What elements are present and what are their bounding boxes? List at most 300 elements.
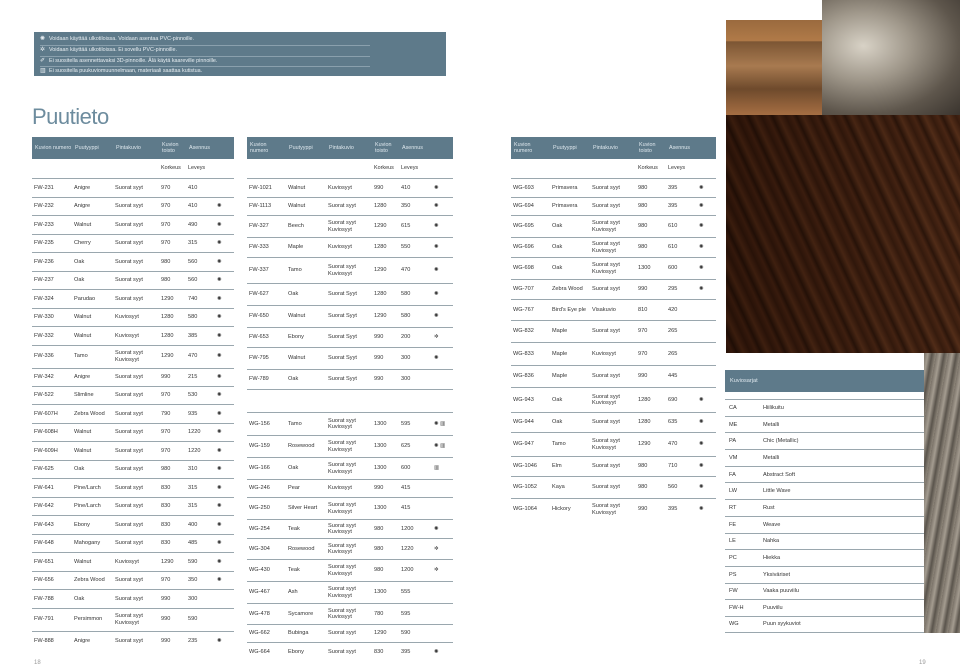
cell-code: WG-707 — [513, 286, 534, 293]
cell-height: 970 — [161, 577, 171, 583]
table-row — [511, 237, 716, 257]
cell-width: 690 — [668, 396, 678, 403]
cell-width: 300 — [401, 376, 411, 383]
cell-pattern: Suorat syyt — [592, 419, 620, 426]
cell-pattern: Suorat syyt Kuviosyyt — [592, 262, 620, 275]
header-wood: Puutyyppi — [553, 145, 577, 151]
cell-code: FW-656 — [34, 577, 54, 583]
table-row — [247, 389, 453, 412]
cell-pattern: Kuviosyyt — [328, 184, 352, 191]
install-icon: ✺ — [217, 392, 222, 398]
cell-wood: Elm — [552, 463, 562, 470]
header-size: Kuvion toisto — [375, 142, 392, 154]
cell-height: 830 — [161, 484, 171, 491]
cell-pattern: Suorat syyt Kuviosyyt — [328, 607, 356, 620]
table-row — [32, 345, 234, 368]
cell-height: 970 — [638, 350, 648, 357]
install-icon: ✺ — [217, 466, 222, 472]
cell-code: WG-836 — [513, 373, 534, 380]
cell-pattern: Suorat syyt — [115, 184, 143, 191]
install-icon: ✺ — [699, 484, 704, 491]
cell-code: WG-698 — [513, 265, 534, 272]
cell-code: WG-662 — [249, 630, 270, 637]
cell-height: 1280 — [638, 419, 651, 426]
cell-pattern: Suorat syyt — [115, 410, 143, 417]
install-icon: ✺ — [434, 648, 439, 655]
install-icon: ✺ — [217, 577, 222, 583]
table-row — [511, 342, 716, 365]
cell-pattern: Suorat syyt — [328, 203, 356, 209]
kuviosarja-code: PA — [729, 438, 737, 445]
cell-height: 1300 — [374, 589, 387, 596]
cell-pattern: Suorat syyt — [115, 258, 143, 265]
cell-width: 600 — [668, 265, 678, 272]
cell-pattern: Suorat Syyt — [328, 355, 357, 362]
table-row — [511, 476, 716, 498]
subheader-height: Korkeus — [161, 165, 181, 171]
cell-width: 300 — [401, 355, 411, 362]
kuviosarja-name: Metalli — [763, 454, 780, 461]
cell-width: 395 — [668, 203, 678, 209]
kuviosarja-row — [725, 516, 924, 533]
table-row — [247, 519, 453, 538]
cell-width: 590 — [401, 630, 411, 637]
cell-wood: Anigre — [74, 637, 91, 644]
cell-code: WG-767 — [513, 306, 534, 313]
cell-wood: Walnut — [74, 447, 92, 454]
install-icon: ✲ — [434, 567, 439, 574]
table-row — [32, 515, 234, 534]
table-row — [32, 308, 234, 327]
install-icon: ✺ — [699, 244, 704, 251]
cell-code: FW-237 — [34, 277, 54, 283]
cell-wood: Zebra Wood — [74, 410, 105, 417]
cell-wood: Anigre — [74, 373, 91, 380]
table-header — [511, 137, 716, 159]
install-icon: ✺ ▥ — [434, 420, 446, 427]
cell-wood: Maple — [288, 244, 304, 251]
cell-pattern: Suorat syyt — [115, 540, 143, 546]
install-icon: ✺ — [217, 295, 222, 302]
cell-wood: Mahogany — [74, 540, 101, 546]
cell-code: WG-693 — [513, 184, 534, 191]
kuviosarja-name: Chic (Metallic) — [763, 438, 799, 445]
table-row — [32, 271, 234, 290]
header-code: Kuvion numero — [514, 142, 533, 154]
cell-wood: Cherry — [74, 240, 91, 246]
kuviosarja-code: PC — [729, 555, 737, 562]
cell-height: 980 — [374, 545, 384, 552]
table-row — [247, 257, 453, 283]
cell-wood: Walnut — [74, 429, 92, 435]
cell-code: FW-327 — [249, 223, 269, 230]
cell-height: 990 — [161, 637, 171, 644]
cell-code: FW-342 — [34, 373, 54, 380]
cell-wood: Walnut — [288, 355, 306, 362]
kuviosarja-code: WG — [729, 621, 739, 628]
cell-width: 350 — [401, 203, 411, 209]
kuviosarja-name: Rust — [763, 504, 775, 511]
cell-height: 990 — [638, 286, 648, 293]
install-icon: ✺ — [217, 447, 222, 454]
cell-wood: Oak — [552, 419, 563, 426]
cell-pattern: Suorat syyt — [115, 447, 143, 454]
cell-pattern: Suorat syyt Kuviosyyt — [328, 264, 356, 277]
table-row — [32, 460, 234, 479]
cell-pattern: Kuviosyyt — [328, 244, 352, 251]
cell-code: WG-1046 — [513, 463, 537, 470]
cell-width: 595 — [401, 420, 411, 427]
cell-width: 295 — [668, 286, 678, 293]
kuviosarja-code: LE — [729, 538, 736, 545]
cell-width: 410 — [188, 184, 198, 191]
cell-pattern: Visakuvio — [592, 306, 616, 313]
cell-wood: Kaya — [552, 484, 565, 491]
install-icon: ✺ — [217, 277, 222, 283]
cell-pattern: Suorat syyt — [592, 184, 620, 191]
install-icon: ▥ — [434, 465, 440, 472]
install-icon: ✺ — [217, 258, 222, 265]
table-row — [247, 603, 453, 624]
table-subheader — [32, 159, 234, 171]
cell-wood: Rosewood — [288, 545, 315, 552]
cell-width: 580 — [188, 314, 198, 320]
cell-wood: Tamo — [74, 353, 88, 360]
cell-code: WG-478 — [249, 610, 270, 617]
table-row — [32, 326, 234, 345]
table-row — [32, 552, 234, 571]
cell-height: 970 — [161, 240, 171, 246]
cell-code: WG-166 — [249, 465, 270, 472]
cell-code: FW-231 — [34, 184, 54, 191]
install-icon: ✺ — [434, 355, 439, 362]
cell-wood: Primavera — [552, 203, 578, 209]
cell-code: WG-696 — [513, 244, 534, 251]
cell-wood: Bubinga — [288, 630, 309, 637]
cell-height: 1280 — [161, 314, 174, 320]
header-size: Kuvion toisto — [639, 142, 656, 154]
grain-icon: ▥ — [40, 68, 46, 75]
cell-wood: Primavera — [552, 184, 578, 191]
cell-code: FW-233 — [34, 221, 54, 228]
install-icon: ✺ — [434, 184, 439, 191]
cell-pattern: Kuviosyyt — [328, 485, 352, 492]
cell-pattern: Suorat syyt Kuviosyyt — [592, 220, 620, 233]
cell-height: 990 — [374, 334, 384, 341]
install-icon: ✺ — [217, 240, 222, 246]
sun-outline-icon: ✲ — [40, 46, 46, 53]
cell-width: 610 — [668, 244, 678, 251]
cell-width: 740 — [188, 295, 198, 302]
cell-height: 1300 — [374, 465, 387, 472]
cell-height: 1290 — [161, 558, 174, 565]
install-icon: ✺ — [434, 291, 439, 298]
cell-code: FW-337 — [249, 267, 269, 274]
cell-pattern: Suorat syyt — [115, 637, 143, 644]
cell-code: WG-1064 — [513, 506, 537, 513]
cell-code: FW-650 — [249, 313, 269, 320]
cell-height: 970 — [161, 203, 171, 209]
subheader-width: Leveys — [668, 165, 686, 171]
install-icon: ✺ — [217, 314, 222, 320]
cell-height: 970 — [161, 429, 171, 435]
cell-wood: Parudao — [74, 295, 96, 302]
table-row — [511, 498, 716, 520]
table-row — [247, 215, 453, 237]
install-icon: ✺ — [217, 484, 222, 491]
cell-wood: Oak — [552, 223, 563, 230]
cell-wood: Oak — [552, 396, 563, 403]
cell-pattern: Suorat syyt Kuviosyyt — [592, 438, 620, 451]
cell-pattern: Suorat syyt — [115, 277, 143, 283]
cell-code: FW-332 — [34, 332, 54, 339]
kuviosarja-name: Yksiväriset — [763, 571, 791, 578]
install-icon: ✺ — [434, 525, 439, 532]
cell-width: 560 — [188, 277, 198, 283]
cell-wood: Oak — [74, 595, 85, 602]
table-row — [32, 608, 234, 631]
table-row — [32, 386, 234, 405]
cell-pattern: Suorat syyt — [115, 240, 143, 246]
kuviosarja-code: LW — [729, 488, 737, 495]
cell-wood: Walnut — [74, 221, 92, 228]
table-row — [32, 589, 234, 608]
bark-photo — [924, 353, 960, 633]
cell-code: FW-235 — [34, 240, 54, 246]
cell-width: 490 — [188, 221, 198, 228]
cell-width: 415 — [401, 485, 411, 492]
cell-code: FW-607H — [34, 410, 58, 417]
page-title: Puutieto — [32, 104, 109, 129]
cell-height: 980 — [161, 277, 171, 283]
cell-code: FW-324 — [34, 295, 54, 302]
install-icon: ✺ — [699, 441, 704, 448]
cell-wood: Teak — [288, 567, 300, 574]
cell-pattern: Suorat syyt — [115, 392, 143, 398]
cell-pattern: Suorat syyt — [115, 295, 143, 302]
table-row — [511, 456, 716, 476]
cell-code: FW-641 — [34, 484, 54, 491]
cell-width: 265 — [668, 350, 678, 357]
kuviosarja-code: FE — [729, 521, 737, 528]
cell-wood: Zebra Wood — [74, 577, 105, 583]
page-number-right: 19 — [919, 660, 926, 666]
cell-wood: Bird's Eye ple — [552, 306, 587, 313]
cell-wood: Walnut — [288, 203, 306, 209]
cell-wood: Oak — [552, 265, 563, 272]
table-row — [511, 432, 716, 456]
cell-wood: Zebra Wood — [552, 286, 583, 293]
cell-wood: Hickory — [552, 506, 571, 513]
cell-wood: Anigre — [74, 184, 91, 191]
cell-wood: Persimmon — [74, 616, 103, 623]
cell-width: 600 — [401, 465, 411, 472]
table-row — [511, 279, 716, 299]
wood-table-2 — [247, 137, 453, 661]
stone-photo — [822, 0, 960, 115]
cell-wood: Walnut — [288, 313, 306, 320]
table-row — [247, 197, 453, 216]
page-number-left: 18 — [34, 660, 41, 666]
cell-width: 420 — [668, 306, 678, 313]
header-pattern: Pintakuvio — [116, 145, 141, 151]
cell-width: 470 — [668, 441, 678, 448]
install-icon: ✺ — [699, 419, 704, 426]
cell-height: 1290 — [161, 295, 174, 302]
kuviosarja-name: Hiilikuitu — [763, 404, 784, 411]
header-size: Kuvion toisto — [162, 142, 179, 154]
table-row — [32, 197, 234, 216]
legend-text: Voidaan käyttää ulkotiloissa. Ei sovellu PVC-pinnoille. — [49, 46, 177, 53]
table-row — [32, 631, 234, 651]
cell-code: FW-522 — [34, 392, 54, 398]
cell-width: 560 — [188, 258, 198, 265]
cell-pattern: Suorat syyt Kuviosyyt — [592, 241, 620, 254]
cell-height: 830 — [161, 503, 171, 509]
cell-code: WG-832 — [513, 328, 534, 335]
cell-wood: Oak — [74, 277, 85, 283]
cell-code: FW-791 — [34, 616, 54, 623]
table-row — [32, 215, 234, 234]
cell-height: 970 — [161, 221, 171, 228]
cell-wood: Tamo — [552, 441, 566, 448]
cell-wood: Rosewood — [288, 443, 315, 450]
cell-height: 990 — [638, 506, 648, 513]
cell-wood: Tamo — [288, 420, 302, 427]
cell-pattern: Suorat Syyt — [328, 334, 357, 341]
kuviosarja-name: Abstract Soft — [763, 471, 796, 478]
table-row — [32, 404, 234, 423]
kuviosarja-row — [725, 533, 924, 550]
cell-wood: Oak — [552, 244, 563, 251]
cell-height: 990 — [374, 376, 384, 383]
cell-height: 980 — [161, 258, 171, 265]
cell-code: FW-788 — [34, 595, 54, 602]
table-subheader — [247, 159, 453, 171]
cell-height: 1290 — [374, 223, 387, 230]
table-row — [247, 642, 453, 661]
install-icon: ✺ — [699, 506, 704, 513]
cell-pattern: Suorat syyt Kuviosyyt — [592, 393, 620, 406]
subheader-height: Korkeus — [374, 165, 394, 171]
cell-pattern: Suorat syyt Kuviosyyt — [328, 440, 356, 453]
cell-width: 1220 — [188, 447, 201, 454]
cell-code: FW-236 — [34, 258, 54, 265]
cell-height: 980 — [638, 484, 648, 491]
table-row — [32, 571, 234, 590]
cell-code: FW-609H — [34, 447, 58, 454]
cell-height: 980 — [638, 244, 648, 251]
cell-width: 485 — [188, 540, 198, 546]
table-row — [32, 368, 234, 386]
cell-width: 635 — [668, 419, 678, 426]
cell-height: 1280 — [374, 244, 387, 251]
kuviosarjat-table — [725, 370, 924, 633]
install-icon: ✺ — [434, 313, 439, 320]
header-pattern: Pintakuvio — [593, 145, 618, 151]
cell-wood: Silver Heart — [288, 505, 318, 512]
cell-width: 1200 — [401, 525, 414, 532]
cell-pattern: Suorat syyt — [115, 503, 143, 509]
install-icon: ✺ — [217, 373, 222, 380]
cell-height: 1300 — [374, 505, 387, 512]
kuviosarja-row — [725, 416, 924, 433]
cell-width: 580 — [401, 291, 411, 298]
header-pattern: Pintakuvio — [329, 145, 354, 151]
cell-code: FW-627 — [249, 291, 269, 298]
wood-table-1 — [32, 137, 234, 651]
kuviosarja-name: Metalli — [763, 421, 780, 428]
cell-height: 830 — [374, 648, 384, 655]
cell-code: WG-304 — [249, 545, 270, 552]
cell-pattern: Suorat syyt Kuviosyyt — [328, 417, 356, 430]
cell-pattern: Suorat syyt Kuviosyyt — [115, 613, 143, 626]
cell-wood: Oak — [288, 465, 299, 472]
cell-height: 830 — [161, 540, 171, 546]
wood-photo-large — [726, 115, 960, 353]
install-icon: ✺ — [217, 410, 222, 417]
cell-height: 980 — [374, 525, 384, 532]
cell-wood: Teak — [288, 525, 300, 532]
legend-text: Ei suositella puukuviomuunnelmaan, materiaali saattaa kutistua. — [49, 68, 203, 75]
table-header — [247, 137, 453, 159]
cell-width: 1220 — [188, 429, 201, 435]
table-row — [511, 178, 716, 197]
cell-height: 790 — [161, 410, 171, 417]
cell-wood: Pear — [288, 485, 300, 492]
table-row — [247, 559, 453, 581]
kuviosarja-row — [725, 616, 924, 633]
cell-pattern: Suorat Syyt — [328, 291, 357, 298]
cell-height: 1290 — [161, 353, 174, 360]
table-row — [32, 252, 234, 271]
cell-pattern: Suorat syyt — [115, 521, 143, 528]
install-icon: ✺ — [217, 521, 222, 528]
cell-width: 395 — [401, 648, 411, 655]
install-icon: ✲ — [434, 545, 439, 552]
cell-pattern: Suorat syyt — [115, 373, 143, 380]
cell-code: WG-943 — [513, 396, 534, 403]
cell-width: 590 — [188, 558, 198, 565]
cell-wood: Walnut — [74, 314, 92, 320]
cell-code: FW-888 — [34, 637, 54, 644]
cell-code: FW-789 — [249, 376, 269, 383]
cell-height: 1280 — [374, 203, 387, 209]
sun-icon: ✺ — [40, 36, 46, 42]
cell-width: 550 — [401, 244, 411, 251]
kuviosarja-name: Weave — [763, 521, 781, 528]
table-row — [511, 215, 716, 237]
cell-wood: Oak — [74, 258, 85, 265]
cell-width: 265 — [668, 328, 678, 335]
cell-pattern: Suorat Syyt — [328, 376, 357, 383]
kuviosarja-row — [725, 449, 924, 466]
install-icon: ✺ — [434, 267, 439, 274]
cell-height: 970 — [161, 392, 171, 398]
cell-code: WG-944 — [513, 419, 534, 426]
table-row — [247, 305, 453, 327]
cell-height: 1300 — [638, 265, 651, 272]
cell-height: 980 — [638, 223, 648, 230]
table-row — [32, 478, 234, 497]
kuviosarja-name: Puuviilu — [763, 605, 783, 612]
table-row — [247, 347, 453, 369]
cell-width: 710 — [668, 463, 678, 470]
table-row — [511, 365, 716, 387]
cell-height: 1290 — [638, 441, 651, 448]
install-icon: ✲ — [434, 334, 439, 341]
cell-width: 580 — [401, 313, 411, 320]
